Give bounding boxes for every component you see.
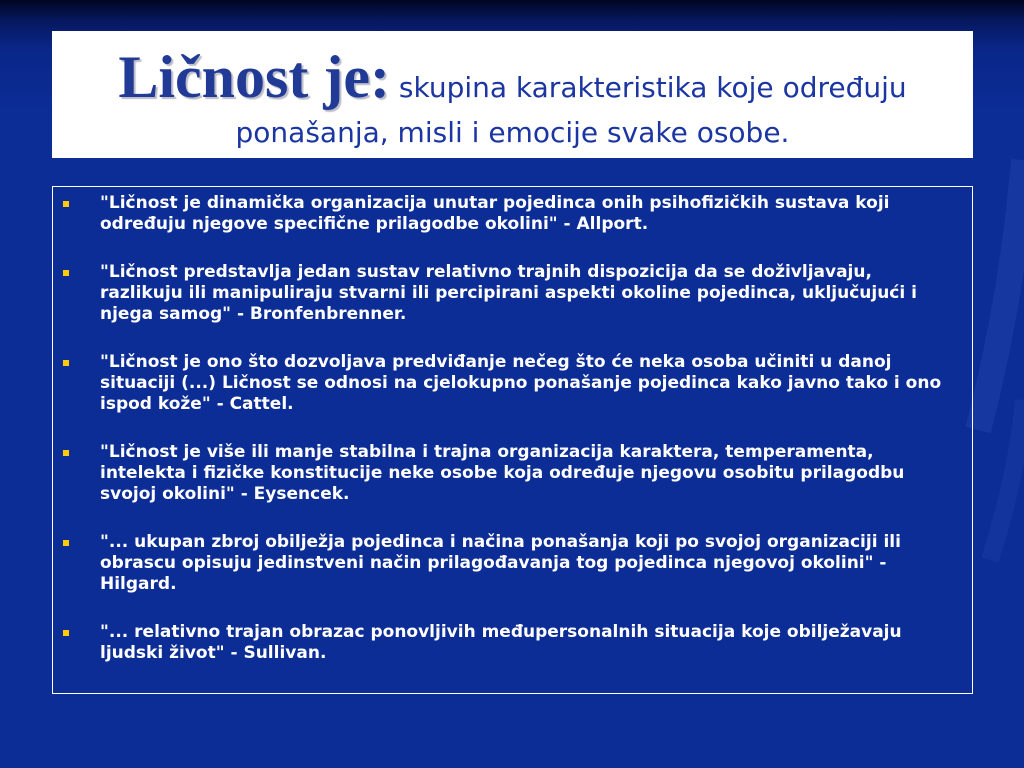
- title-term: Ličnost je:: [118, 44, 390, 110]
- list-item: [53, 193, 958, 235]
- square-bullet-icon: [63, 270, 69, 276]
- bullet-list: [53, 193, 958, 664]
- title-definition: skupina karakteristika koje određuju ponašanja, misli i emocije svake osobe.: [235, 71, 907, 149]
- quote-text: "Ličnost je dinamička organizacija unutar pojedinca onih psihofizičkih sustava koji određuju njegove specifične prilagodbe okolini" - Allport.: [100, 193, 890, 234]
- content-box: [52, 186, 973, 694]
- square-bullet-icon: [63, 630, 69, 636]
- list-item: [53, 532, 958, 595]
- list-item: [53, 622, 958, 664]
- slide-title: [72, 44, 953, 155]
- quote-text: "Ličnost je ono što dozvoljava predviđanje nečeg što će neka osoba učiniti u danoj situaciji (...) Ličnost se odnosi na cjelokupno ponašanje pojedinca kako javno tako i ono ispod kože" - Cattel.: [100, 352, 942, 414]
- quote-text: "Ličnost predstavlja jedan sustav relativno trajnih dispozicija da se doživljavaju, razlikuju ili manipuliraju stvarni ili percipirani aspekti okoline pojedinca, uključujući i njega samog" - Bronfenbrenner.: [100, 262, 917, 324]
- square-bullet-icon: [63, 360, 69, 366]
- square-bullet-icon: [63, 201, 69, 207]
- quote-text: "Ličnost je više ili manje stabilna i trajna organizacija karaktera, temperamenta, intelekta i fizičke konstitucije neke osobe koja određuje njegovu osobitu prilagodbu svojoj okolini" - Eysencek.: [100, 442, 905, 504]
- list-item: [53, 262, 958, 325]
- list-item: [53, 352, 958, 415]
- title-box: [52, 31, 973, 158]
- square-bullet-icon: [63, 450, 69, 456]
- quote-text: "... relativno trajan obrazac ponovljivih međupersonalnih situacija koje obilježavaju ljudski život" - Sullivan.: [100, 622, 902, 663]
- square-bullet-icon: [63, 540, 69, 546]
- list-item: [53, 442, 958, 505]
- quote-text: "... ukupan zbroj obilježja pojedinca i načina ponašanja koji po svojoj organizaciji ili obrascu opisuju jedinstveni način prilagođavanja tog pojedinca njegovoj okolini" - Hilgard.: [100, 532, 901, 594]
